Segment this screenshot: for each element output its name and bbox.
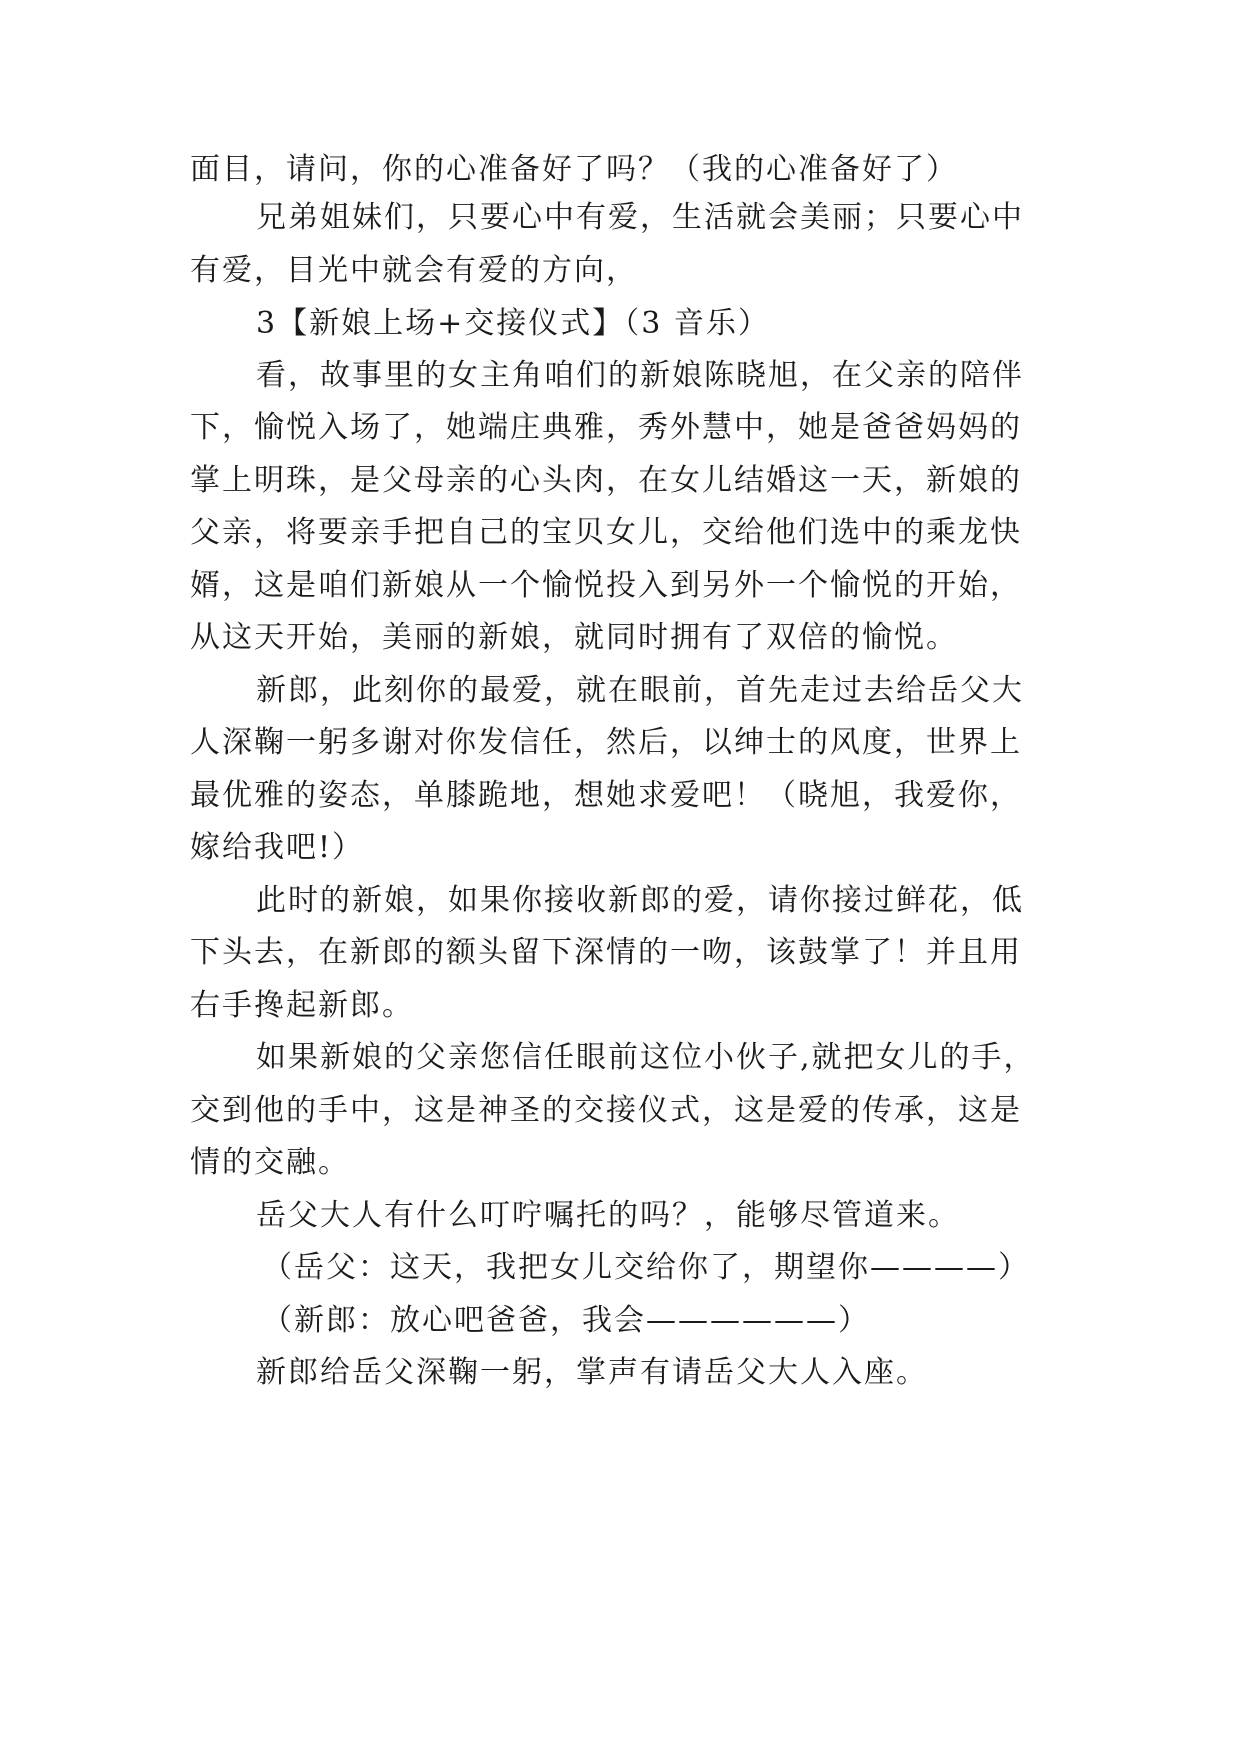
paragraph-first-line: 新郎给岳父深鞠一躬，掌声有请岳父大人入座。 xyxy=(256,1355,928,1390)
text-line: 掌上明珠，是父母亲的心头肉，在女儿结婚这一天，新娘的 xyxy=(190,463,1022,498)
text-line: 从这天开始，美丽的新娘，就同时拥有了双倍的愉悦。 xyxy=(190,620,958,655)
paragraph-first-line: 岳父大人有什么叮咛嘱托的吗？，能够尽管道来。 xyxy=(256,1198,960,1233)
text-line: 右手搀起新郎。 xyxy=(190,988,414,1023)
text-line: 有爱，目光中就会有爱的方向， xyxy=(190,253,638,288)
text-line: 嫁给我吧!） xyxy=(190,830,365,865)
paragraph-first-line: 兄弟姐妹们，只要心中有爱，生活就会美丽；只要心中 xyxy=(256,200,1024,235)
dialogue-line: （岳父：这天，我把女儿交给你了，期望你————） xyxy=(262,1250,1030,1285)
text-line: 下头去，在新郎的额头留下深情的一吻，该鼓掌了！并且用 xyxy=(190,935,1022,970)
text-line: 最优雅的姿态，单膝跪地，想她求爱吧！（晓旭，我爱你， xyxy=(190,778,1022,813)
text-line: 父亲，将要亲手把自己的宝贝女儿，交给他们选中的乘龙快 xyxy=(190,515,1022,550)
dialogue-line: （新郎：放心吧爸爸，我会——————） xyxy=(262,1303,870,1338)
paragraph-first-line: 此时的新娘，如果你接收新郎的爱，请你接过鲜花，低 xyxy=(256,883,1024,918)
text-line: 下，愉悦入场了，她端庄典雅，秀外慧中，她是爸爸妈妈的 xyxy=(190,410,1022,445)
text-line: 面目，请问，你的心准备好了吗？（我的心准备好了） xyxy=(190,152,958,187)
paragraph-first-line: 新郎，此刻你的最爱，就在眼前，首先走过去给岳父大 xyxy=(256,673,1024,708)
text-line: 婿，这是咱们新娘从一个愉悦投入到另外一个愉悦的开始， xyxy=(190,568,1022,603)
text-line: 交到他的手中，这是神圣的交接仪式，这是爱的传承，这是 xyxy=(190,1093,1022,1128)
section-heading: 3【新娘上场+交接仪式】（3 音乐） xyxy=(256,306,770,341)
text-line: 人深鞠一躬多谢对你发信任，然后，以绅士的风度，世界上 xyxy=(190,725,1022,760)
paragraph-first-line: 如果新娘的父亲您信任眼前这位小伙子,就把女儿的手， xyxy=(256,1040,1036,1075)
paragraph-first-line: 看，故事里的女主角咱们的新娘陈晓旭，在父亲的陪伴 xyxy=(256,358,1024,393)
text-line: 情的交融。 xyxy=(190,1145,350,1180)
